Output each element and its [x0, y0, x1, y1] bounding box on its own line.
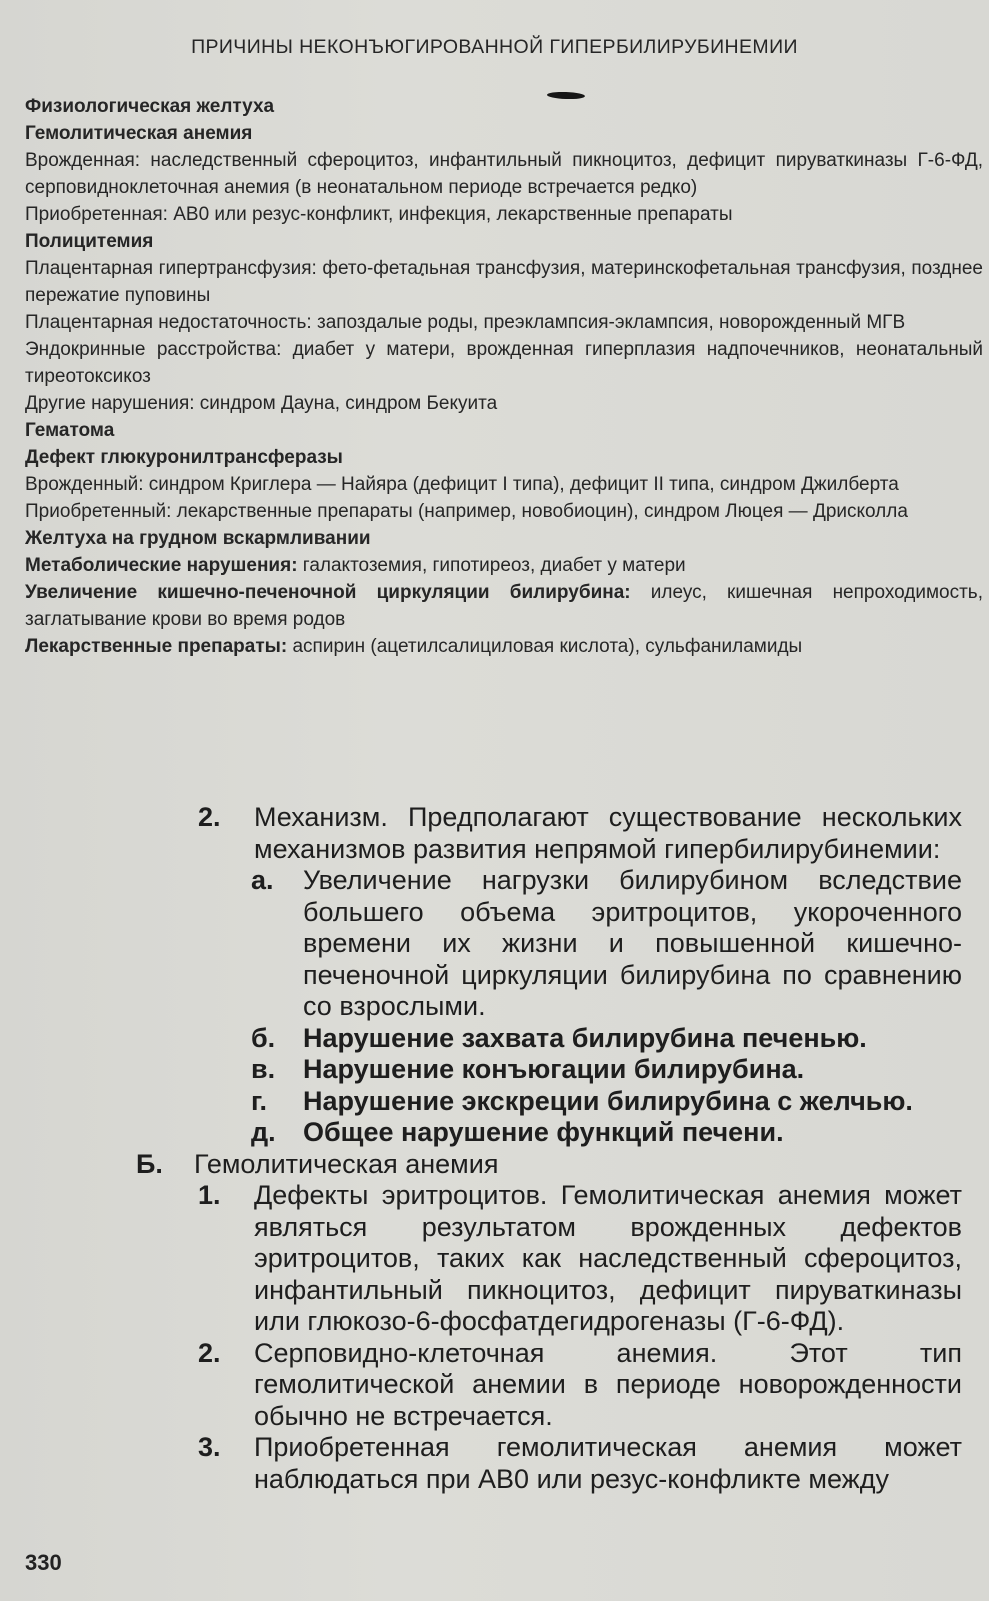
metabolic-label: Метаболические нарушения:	[25, 555, 298, 576]
enterohepatic-text: илеус, кишечная непроходимость, заглатывание крови во время родов	[25, 582, 983, 630]
cause-heading-glucuronyl-defect: Дефект глюкуронилтрансферазы	[25, 447, 343, 468]
item-text: Приобретенная гемолитическая анемия может наблюдаться при АВ0 или резус-конфликте между	[254, 1432, 962, 1494]
cause-heading-polycythemia: Полицитемия	[25, 231, 154, 252]
hemolytic-item-2	[198, 1337, 962, 1433]
item-letter: г.	[251, 1085, 268, 1116]
cause-entry-metabolic	[25, 552, 983, 579]
hemolytic-item-3	[198, 1432, 962, 1495]
item-letter: д.	[251, 1117, 276, 1147]
cause-entry-acquired: Приобретенная: АВ0 или резус-конфликт, инфекция, лекарственные препараты	[25, 204, 733, 225]
item-text: Увеличение нагрузки билирубином вследствие большего объема эритроцитов, укороченного времени их жизни и повышенной кишечно-печеночной циркуляции билирубина по сравнению со взрослыми.	[303, 865, 962, 1021]
item-letter: б.	[251, 1022, 276, 1053]
item-letter: в.	[251, 1054, 276, 1084]
mechanism-subitem-g	[251, 1085, 962, 1118]
cause-heading-hemolytic: Гемолитическая анемия	[25, 123, 253, 144]
item-text: Механизм. Предполагают существование нескольких механизмов развития непрямой гипербилирубинемии:	[254, 802, 962, 864]
item-letter: а.	[251, 865, 274, 895]
item-text: Нарушение захвата билирубина печенью.	[303, 1022, 867, 1053]
section-title: Гемолитическая анемия	[194, 1148, 499, 1179]
item-text: Нарушение конъюгации билирубина.	[303, 1054, 805, 1084]
cause-entry-defect-congenital: Врожденный: синдром Криглера — Найяра (дефицит I типа), дефицит II типа, синдром Джилберта	[25, 474, 899, 495]
cause-entry-placental-insufficiency: Плацентарная недостаточность: запоздалые роды, преэклампсия-эклампсия, новорожденный МГВ	[25, 312, 906, 333]
cause-heading-hematoma: Гематома	[25, 420, 115, 441]
item-number: 2.	[198, 802, 221, 832]
mechanism-subitem-b	[251, 1022, 962, 1055]
cause-entry-congenital: Врожденная: наследственный сфероцитоз, инфантильный пикноцитоз, дефицит пируваткиназы Г-6-ФД, серповидноклеточная анемия (в неонатальном периоде встречается редко)	[25, 150, 983, 198]
drugs-label: Лекарственные препараты:	[25, 636, 288, 657]
item-number: 1.	[198, 1180, 221, 1210]
causes-table	[25, 93, 983, 660]
mechanism-subitem-v	[251, 1054, 962, 1086]
main-text	[0, 802, 989, 1495]
item-number: 3.	[198, 1432, 221, 1462]
table-title: ПРИЧИНЫ НЕКОНЪЮГИРОВАННОЙ ГИПЕРБИЛИРУБИНЕМИИ	[191, 36, 798, 58]
cause-heading-breastfeeding: Желтуха на грудном вскармливании	[25, 528, 371, 549]
mechanism-item	[198, 802, 962, 865]
cause-entry-endocrine: Эндокринные расстройства: диабет у матери, врожденная гиперплазия надпочечников, неонатальный тиреотоксикоз	[25, 339, 983, 387]
enterohepatic-label: Увеличение кишечно-печеночной циркуляции билирубина:	[25, 582, 631, 603]
mechanism-subitem-d	[251, 1117, 962, 1149]
item-number: 2.	[198, 1337, 221, 1368]
cause-entry-other-disorders: Другие нарушения: синдром Дауна, синдром Бекуита	[25, 393, 498, 414]
cause-entry-enterohepatic	[25, 579, 983, 633]
section-hemolytic-anemia	[136, 1148, 962, 1181]
hemolytic-item-1	[198, 1180, 962, 1338]
item-text: Дефекты эритроцитов. Гемолитическая анемия может являться результатом врожденных дефектов эритроцитов, таких как наследственный сфероцитоз, инфантильный пикноцитоз, дефицит пируваткиназы или глюкозо-6-фосфатдегидрогеназы (Г-6-ФД).	[254, 1180, 962, 1336]
mechanism-subitem-a	[251, 865, 962, 1023]
item-text: Общее нарушение функций печени.	[303, 1117, 784, 1147]
section-letter: Б.	[136, 1148, 163, 1179]
item-text: Серповидно-клеточная анемия. Этот тип гемолитической анемии в периоде новорожденности обычно не встречается.	[254, 1337, 962, 1431]
drugs-text: аспирин (ацетилсалициловая кислота), сульфаниламиды	[287, 636, 803, 657]
item-text: Нарушение экскреции билирубина с желчью.	[303, 1085, 913, 1116]
page-number: 330	[25, 1550, 62, 1575]
cause-heading-physiological: Физиологическая желтуха	[25, 96, 275, 117]
cause-entry-defect-acquired: Приобретенный: лекарственные препараты (например, новобиоцин), синдром Люцея — Дрисколла	[25, 501, 908, 522]
metabolic-text: галактоземия, гипотиреоз, диабет у матери	[297, 555, 686, 576]
cause-entry-drugs	[25, 633, 983, 660]
cause-entry-placental-hypertransfusion: Плацентарная гипертрансфузия: фето-фетальная трансфузия, материнскофетальная трансфузия, позднее пережатие пуповины	[25, 258, 983, 306]
